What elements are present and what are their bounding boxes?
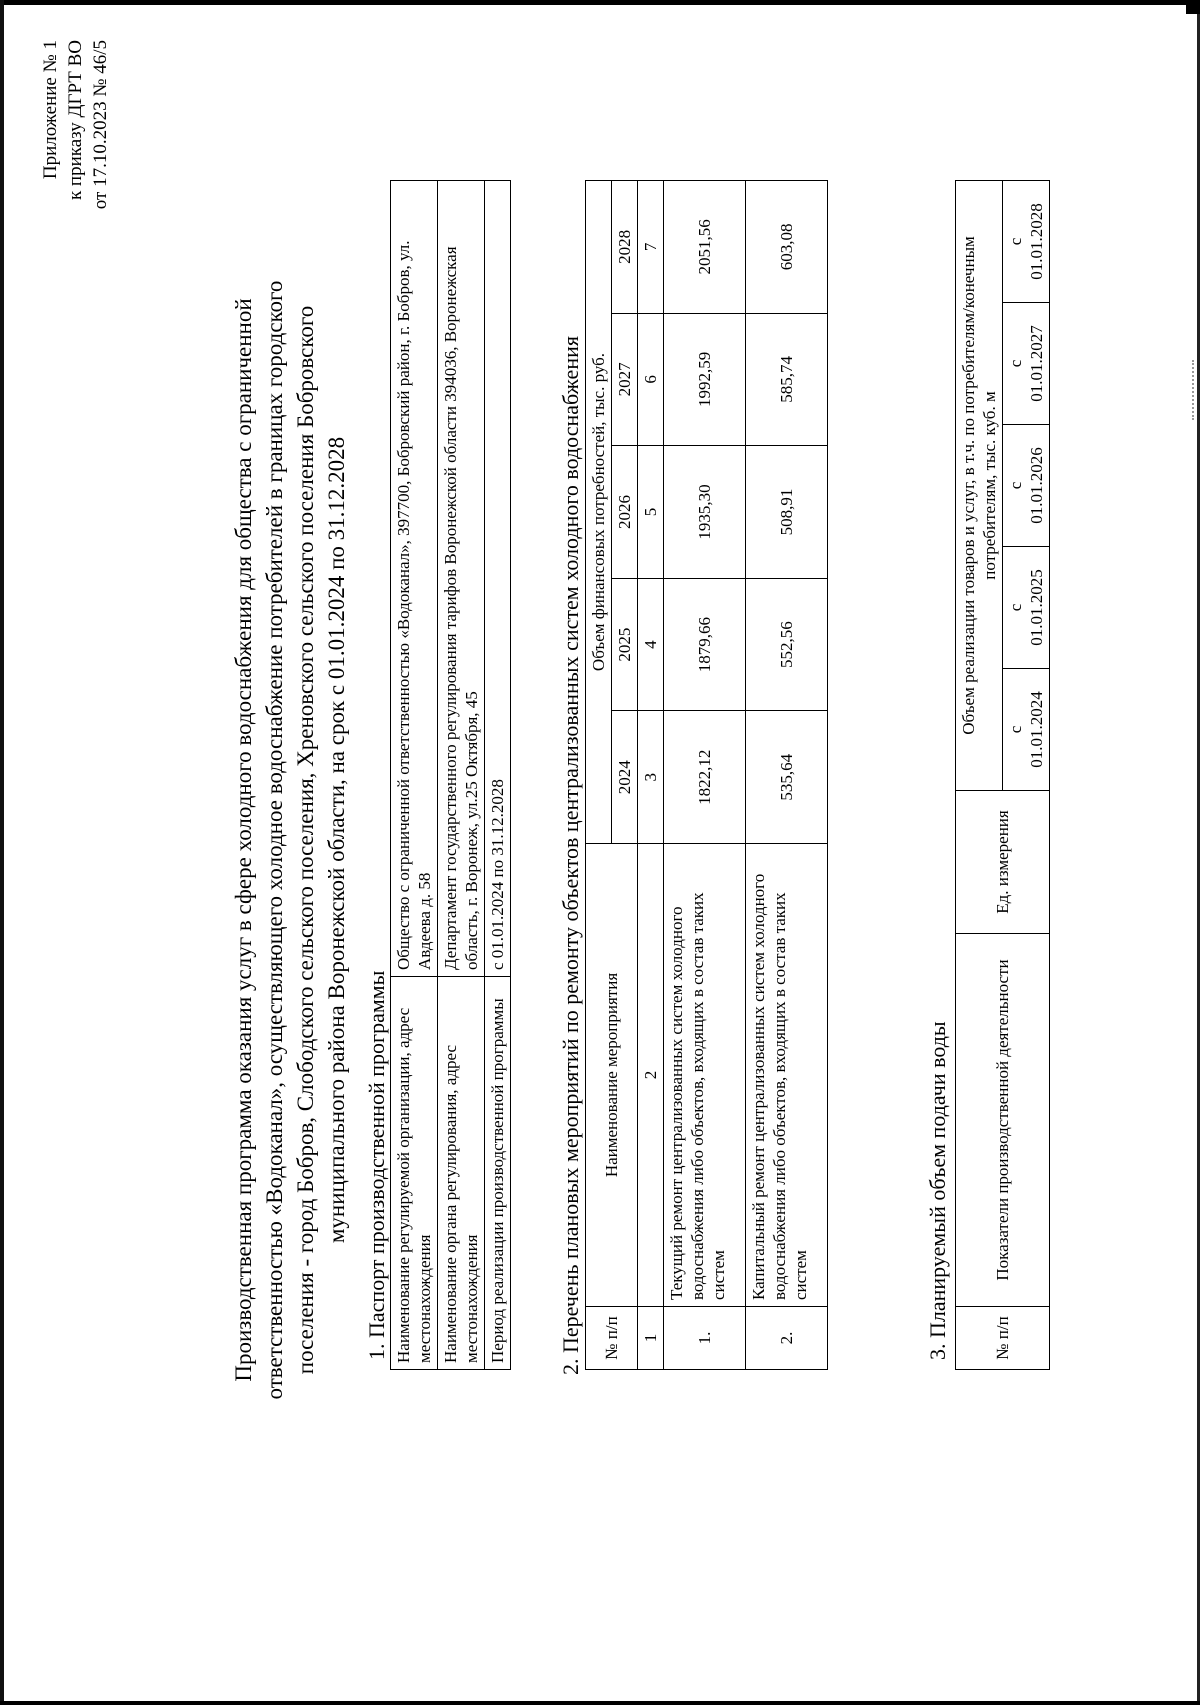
table-row xyxy=(485,181,511,1370)
period-header xyxy=(1003,303,1050,425)
col-number: 1 xyxy=(638,1307,664,1370)
value-cell: 1992,59 xyxy=(664,313,746,446)
period-header xyxy=(1003,547,1050,669)
title-line-2: ответственностью «Водоканал», осуществляющего холодное водоснабжение потребителей в границах городского xyxy=(262,280,287,1400)
value-cell: 603,08 xyxy=(746,181,828,314)
section-3-heading: 3. Планируемый объем подачи воды xyxy=(925,1021,950,1360)
col-header-year: 2026 xyxy=(612,446,638,579)
scan-edge-top xyxy=(0,0,1200,5)
table-row xyxy=(391,181,438,1370)
period-prefix: с xyxy=(1006,725,1025,734)
col-number: 2 xyxy=(638,844,664,1307)
period-header xyxy=(1003,181,1050,303)
period-header xyxy=(1003,425,1050,547)
col-header-group: Объем реализации товаров и услуг, в т.ч. по потребителям/конечным потребителям, тыс. куб. м xyxy=(956,181,1003,791)
table-header-row xyxy=(586,181,612,1370)
value-cell: 552,56 xyxy=(746,578,828,711)
value-cell: 2051,56 xyxy=(664,181,746,314)
table-header-row xyxy=(956,181,1003,1370)
passport-table xyxy=(390,180,511,1370)
col-number: 3 xyxy=(638,711,664,844)
rotated-document-page xyxy=(0,40,1120,1660)
annex-line-3: от 17.10.2023 № 46/5 xyxy=(90,40,111,210)
measure-name: Капитальный ремонт централизованных систем холодного водоснабжения либо объектов, входящих в состав таких систем xyxy=(746,844,828,1307)
column-number-row xyxy=(638,181,664,1370)
col-header-year: 2027 xyxy=(612,313,638,446)
col-header-year: 2025 xyxy=(612,578,638,711)
measure-name: Текущий ремонт централизованных систем холодного водоснабжения либо объектов, входящих в состав таких систем xyxy=(664,844,746,1307)
period-date: 01.01.2024 xyxy=(1027,691,1046,768)
value-cell: 535,64 xyxy=(746,711,828,844)
period-date: 01.01.2028 xyxy=(1027,203,1046,280)
annex-reference xyxy=(38,40,113,230)
period-date: 01.01.2026 xyxy=(1027,447,1046,524)
annex-line-2: к приказу ДГРТ ВО xyxy=(65,40,86,201)
period-prefix: с xyxy=(1006,603,1025,612)
passport-label: Наименование органа регулирования, адрес местонахождения xyxy=(438,977,485,1370)
value-cell: 1935,30 xyxy=(664,446,746,579)
passport-value: с 01.01.2024 по 31.12.2028 xyxy=(485,181,511,977)
col-header-no: № п/п xyxy=(586,1307,638,1370)
water-supply-table xyxy=(955,180,1050,1370)
col-number: 7 xyxy=(638,181,664,314)
title-line-4: муниципального района Воронежской области, на срок с 01.01.2024 по 31.12.2028 xyxy=(324,436,349,1244)
period-prefix: с xyxy=(1006,237,1025,246)
scan-corner-mark xyxy=(1186,0,1200,14)
passport-label: Период реализации производственной программы xyxy=(485,977,511,1370)
annex-line-1: Приложение № 1 xyxy=(40,40,61,180)
col-number: 5 xyxy=(638,446,664,579)
scan-edge-bottom xyxy=(0,1701,1200,1705)
section-2-heading: 2. Перечень плановых мероприятий по ремонту объектов централизованных систем холодного водоснабжения xyxy=(558,336,583,1375)
document-title xyxy=(228,260,352,1420)
col-header-group: Объем финансовых потребностей, тыс. руб. xyxy=(586,181,612,844)
period-header xyxy=(1003,669,1050,791)
col-header-year: 2028 xyxy=(612,181,638,314)
section-1-heading: 1. Паспорт производственной программы xyxy=(364,970,389,1360)
period-date: 01.01.2027 xyxy=(1027,325,1046,402)
col-header-year: 2024 xyxy=(612,711,638,844)
value-cell: 508,91 xyxy=(746,446,828,579)
table-row xyxy=(664,181,746,1370)
title-line-1: Производственная программа оказания услуг в сфере холодного водоснабжения для общества с ограниченной xyxy=(231,298,256,1382)
value-cell: 1879,66 xyxy=(664,578,746,711)
col-header-no: № п/п xyxy=(956,1307,1050,1370)
value-cell: 585,74 xyxy=(746,313,828,446)
row-number: 1. xyxy=(664,1307,746,1370)
table-row xyxy=(438,181,485,1370)
scan-noise xyxy=(1190,360,1194,420)
passport-value: Департамент государственного регулирования тарифов Воронежской области 394036, Воронежская область, г. Воронеж, ул.25 Октября, 45 xyxy=(438,181,485,977)
passport-label: Наименование регулируемой организации, адрес местонахождения xyxy=(391,977,438,1370)
repair-plan-table xyxy=(585,180,828,1370)
period-prefix: с xyxy=(1006,481,1025,490)
col-number: 4 xyxy=(638,578,664,711)
period-prefix: с xyxy=(1006,359,1025,368)
col-header-name: Наименование мероприятия xyxy=(586,844,638,1307)
period-date: 01.01.2025 xyxy=(1027,569,1046,646)
table-row xyxy=(746,181,828,1370)
col-number: 6 xyxy=(638,313,664,446)
title-line-3: поселения - город Бобров, Слободского сельского поселения, Хреновского сельского поселения Бобровского xyxy=(293,305,318,1375)
col-header-unit: Ед. измерения xyxy=(956,791,1050,934)
row-number: 2. xyxy=(746,1307,828,1370)
col-header-indicator: Показатели производственной деятельности xyxy=(956,934,1050,1307)
passport-value: Общество с ограниченной ответственностью «Водоканал», 397700, Бобровский район, г. Бобров, ул. Авдеева д. 58 xyxy=(391,181,438,977)
value-cell: 1822,12 xyxy=(664,711,746,844)
